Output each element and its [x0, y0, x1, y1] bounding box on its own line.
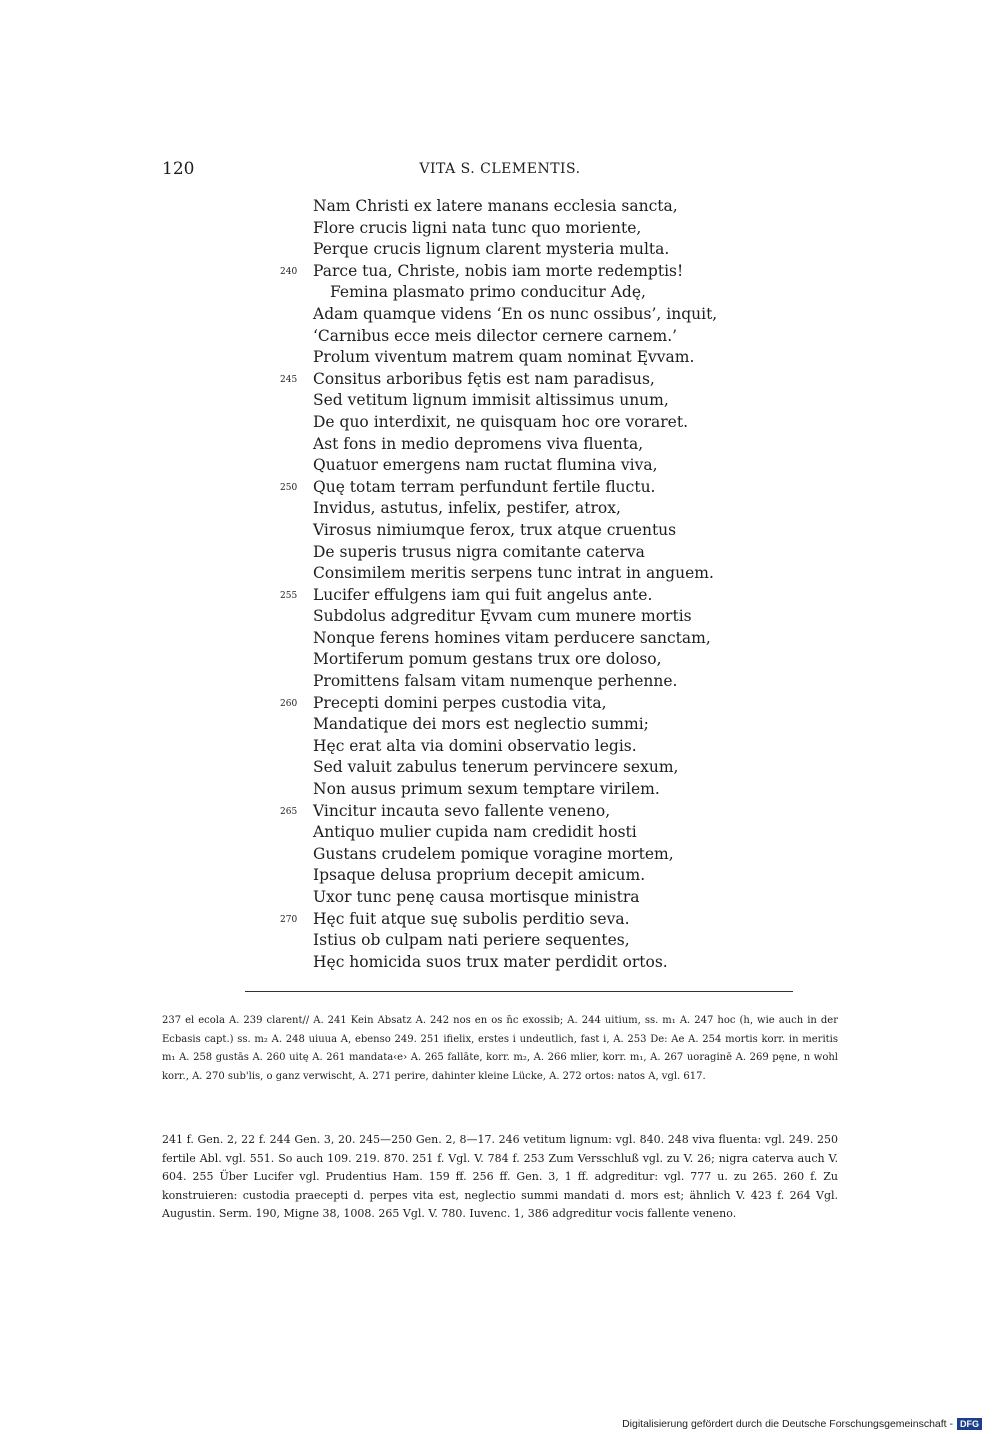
- verse-text: Virosus nimiumque ferox, trux atque cruentus: [313, 520, 677, 539]
- verse-text: Mortiferum pomum gestans trux ore doloso,: [313, 650, 662, 669]
- verse-line: [270, 887, 790, 909]
- verse-text: Nam Christi ex latere manans ecclesia sancta,: [313, 197, 678, 215]
- line-number: 260: [280, 698, 298, 709]
- line-number: 250: [280, 482, 298, 493]
- verse-line: [270, 282, 790, 304]
- page-number: 120: [162, 159, 195, 179]
- verse-line: [270, 757, 790, 779]
- line-number: 240: [280, 266, 298, 277]
- running-head: VITA S. CLEMENTIS.: [419, 161, 581, 177]
- verse-text: Ipsaque delusa proprium decepit amicum.: [313, 866, 646, 885]
- verse-text: Gustans crudelem pomique voragine mortem,: [313, 844, 674, 863]
- verse-line: [270, 347, 790, 369]
- verse-text: De superis trusus nigra comitante caterva: [313, 542, 645, 561]
- verse-text: Non ausus primum sexum temptare virilem.: [313, 780, 660, 799]
- verse-text: Quatuor emergens nam ructat flumina viva,: [313, 456, 658, 475]
- verse-line: [270, 563, 790, 585]
- verse-line: [270, 498, 790, 520]
- verse-line: [270, 952, 790, 974]
- verse-text: Mandatique dei mors est neglectio summi;: [313, 715, 649, 734]
- verse-line: [270, 261, 790, 283]
- sources-apparatus-text: 241 f. Gen. 2, 22 f. 244 Gen. 3, 20. 245—250 Gen. 2, 8—17. 246 vetitum lignum: vgl. 840. 248 viva fluenta: vgl. 249. 250 fertile Abl. vgl. 551. So auch 109. 219. 870. 251 f. Vgl. V. 784 f. 253 Zum Versschluß vgl. zu V. 26; nigra caterva auch V. 604. 255 Über Lucifer vgl. Prudentius Ham. 159 ff. 256 ff. Gen. 3, 1 ff. adgreditur: vgl. 777 u. zu 265. 260 f. Zu konstruieren: custodia praecepti d. perpes vita est, neglectio summi mandati d. mors est; ähnlich V. 423 f. 264 Vgl. Augustin. Serm. 190, Migne 38, 1008. 265 Vgl. V. 780. Iuvenc. 1, 386 adgreditur vocis fallente veneno.: [162, 1133, 838, 1221]
- verse-text: Nonque ferens homines vitam perducere sanctam,: [313, 628, 711, 647]
- critical-apparatus: [162, 1012, 838, 1086]
- verse-text: Quę totam terram perfundunt fertile fluctu.: [313, 477, 656, 496]
- verse-text: De quo interdixit, ne quisquam hoc ore voraret.: [313, 412, 689, 431]
- dfg-logo: DFG: [957, 1418, 982, 1430]
- line-number: 265: [280, 806, 298, 817]
- verse-text: Femina plasmato primo conducitur Adę,: [330, 283, 646, 302]
- verse-text: Hęc homicida suos trux mater perdidit ortos.: [313, 952, 668, 971]
- verse-text: Sed valuit zabulus tenerum pervincere sexum,: [313, 758, 679, 777]
- verse-text: Perque crucis lignum clarent mysteria multa.: [313, 240, 670, 259]
- line-number: 245: [280, 374, 298, 385]
- verse-text: Lucifer effulgens iam qui fuit angelus ante.: [313, 585, 653, 604]
- verse-line: [270, 909, 790, 931]
- poem-text: [270, 196, 790, 973]
- verse-text: Consimilem meritis serpens tunc intrat in anguem.: [313, 564, 714, 583]
- verse-line: [270, 671, 790, 693]
- verse-line: [270, 801, 790, 823]
- verse-line: [270, 369, 790, 391]
- verse-text: Consitus arboribus fętis est nam paradisus,: [313, 369, 655, 388]
- verse-text: Ast fons in medio depromens viva fluenta,: [313, 434, 644, 453]
- verse-text: Subdolus adgreditur Ęvvam cum munere mortis: [313, 607, 692, 626]
- verse-text: Precepti domini perpes custodia vita,: [313, 693, 607, 712]
- verse-text: Invidus, astutus, infelix, pestifer, atrox,: [313, 499, 621, 518]
- verse-line: [270, 649, 790, 671]
- verse-line: [270, 693, 790, 715]
- verse-line: [270, 239, 790, 261]
- verse-text: Adam quamque videns ‘En os nunc ossibus’, inquit,: [313, 304, 718, 323]
- verse-text: Istius ob culpam nati periere sequentes,: [313, 931, 630, 950]
- verse-line: [270, 520, 790, 542]
- verse-line: [270, 434, 790, 456]
- footnote-divider: [245, 991, 793, 992]
- verse-text: Vincitur incauta sevo fallente veneno,: [313, 801, 611, 820]
- verse-line: [270, 714, 790, 736]
- verse-text: Flore crucis ligni nata tunc quo moriente,: [313, 218, 642, 237]
- verse-line: [270, 477, 790, 499]
- verse-text: Parce tua, Christe, nobis iam morte redemptis!: [313, 261, 684, 280]
- verse-line: [270, 326, 790, 348]
- verse-text: Promittens falsam vitam numenque perhenne.: [313, 672, 678, 691]
- verse-line: [270, 822, 790, 844]
- verse-line: [270, 542, 790, 564]
- footer-text: Digitalisierung gefördert durch die Deutsche Forschungsgemeinschaft -: [622, 1418, 953, 1430]
- verse-line: [270, 736, 790, 758]
- verse-text: Sed vetitum lignum immisit altissimus unum,: [313, 391, 669, 410]
- verse-line: [270, 412, 790, 434]
- verse-line: [270, 390, 790, 412]
- line-number: 255: [280, 590, 298, 601]
- verse-line: [270, 218, 790, 240]
- verse-line: [270, 585, 790, 607]
- verse-text: ‘Carnibus ecce meis dilector cernere carnem.’: [313, 326, 678, 345]
- verse-line: [270, 606, 790, 628]
- verse-text: Hęc fuit atque suę subolis perditio seva.: [313, 909, 630, 928]
- critical-apparatus-text: 237 el ecola A. 239 clarent// A. 241 Kein Absatz A. 242 nos en os n̄c exossib; A. 244 uitium, ss. m₁ A. 247 hoc (h, wie auch in der Ecbasis capt.) ss. m₂ A. 248 uiuua A, ebenso 249. 251 ifielix, erstes i undeutlich, fast i, A. 253 De: Ae A. 254 mortis korr. in meritis m₁ A. 258 gustās A. 260 uitę A. 261 mandata‹e› A. 265 fallāte, korr. m₂, A. 266 mlier, korr. m₁, A. 267 uoraginē A. 269 pęne, n wohl korr., A. 270 sub'lis, o ganz verwischt, A. 271 perire, dahinter kleine Lücke, A. 272 ortos: natos A, vgl. 617.: [162, 1015, 838, 1082]
- sources-apparatus: [162, 1131, 838, 1224]
- verse-text: Prolum viventum matrem quam nominat Ęvvam.: [313, 348, 695, 367]
- line-number: 270: [280, 914, 298, 925]
- verse-line: [270, 930, 790, 952]
- verse-line: [270, 779, 790, 801]
- digitization-footer: [622, 1418, 982, 1430]
- verse-text: Antiquo mulier cupida nam credidit hosti: [313, 823, 637, 842]
- verse-text: Uxor tunc penę causa mortisque ministra: [313, 888, 640, 906]
- verse-line: [270, 865, 790, 887]
- verse-line: [270, 844, 790, 866]
- verse-line: [270, 628, 790, 650]
- verse-text: Hęc erat alta via domini observatio legis.: [313, 736, 637, 755]
- verse-line: [270, 304, 790, 326]
- verse-line: [270, 196, 790, 218]
- verse-line: [270, 455, 790, 477]
